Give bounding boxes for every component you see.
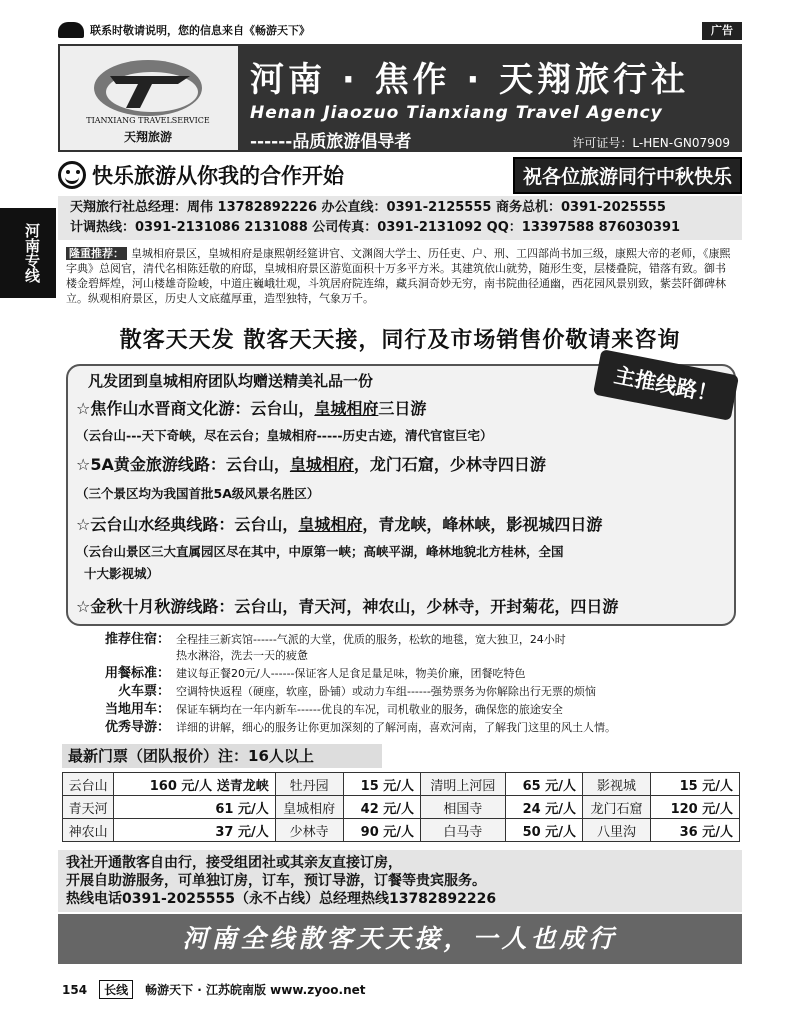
route-item: ☆5A黄金旅游线路：云台山，皇城相府，龙门石窟，少林寺四日游 (76, 455, 546, 474)
logo-cn: 天翔旅游 (123, 130, 172, 144)
recommend-block (58, 244, 742, 320)
section-label: 长线 (99, 980, 133, 999)
route-item: ☆金秋十月秋游线路：云台山，青天河，神农山，少林寺，开封菊花，四日游 (76, 597, 619, 616)
table-row: 青天河 61 元/人 皇城相府 42 元/人 相国寺 24 元/人 龙门石窟 120 元/人 (63, 796, 740, 819)
contact-line: 天翔旅行社总经理：周伟 13782892226 办公直线：0391-2125555 商务总机：0391-2025555 (70, 200, 666, 215)
source-note (58, 18, 742, 42)
price-table-title: 最新门票（团队报价）注：16人以上 (62, 744, 382, 768)
agency-tagline: ------品质旅游倡导者 (250, 132, 412, 152)
source-note-text: 联系时敬请说明，您的信息来自《畅游天下》 (90, 24, 310, 37)
service-row: 优秀导游： 详细的讲解，细心的服务让你更加深刻的了解河南，喜欢河南，了解我门这里的风土人情。 (104, 720, 616, 735)
route-note: （云台山---天下奇峡，尽在云台；皇城相府-----历史古迹，清代官宦巨宅） (76, 428, 493, 443)
price-table (62, 772, 740, 842)
contact-block (58, 196, 742, 240)
smiley-icon (58, 161, 86, 189)
route-note: 十大影视城） (84, 566, 160, 581)
table-row: 云台山 160 元/人 送青龙峡 牡丹园 15 元/人 清明上河园 65 元/人 影视城 15 元/人 (63, 773, 740, 796)
table-row: 神农山 37 元/人 少林寺 90 元/人 白马寺 50 元/人 八里沟 36 元/人 (63, 819, 740, 842)
magazine-name: 畅游天下 · 江苏皖南版 www.zyoo.net (145, 983, 366, 997)
page-number: 154 (62, 982, 88, 997)
ad-tag: 广告 (702, 22, 742, 40)
agency-title: 河南 · 焦作 · 天翔旅行社 (250, 60, 690, 100)
agency-logo (60, 46, 240, 150)
service-row: 用餐标准： 建议每正餐20元/人------保证客人足食足量足味，物美价廉，团餐吃特色 (104, 666, 526, 681)
featured-badge: 主推线路！ (593, 349, 739, 421)
agency-title-en: Henan Jiaozuo Tianxiang Travel Agency (250, 103, 663, 123)
wave-icon (58, 22, 84, 38)
side-tab: 河南专线 (0, 208, 56, 298)
slogan-left: 快乐旅游从你我的合作开始 (92, 164, 344, 188)
slogan-right: 祝各位旅游同行中秋快乐 (513, 157, 742, 194)
contact-line: 计调热线：0391-2131086 2131088 公司传真：0391-2131092 QQ：13397588 876030391 (70, 220, 681, 235)
footer-banner: 河南全线散客天天接，一人也成行 (58, 914, 742, 964)
route-item: ☆焦作山水晋商文化游：云台山，皇城相府三日游 (76, 399, 427, 418)
agency-header (58, 44, 742, 152)
route-note: （三个景区均为我国首批5A级风景名胜区） (76, 486, 320, 501)
service-row: 火车票： 空调特快返程（硬座，软座，卧铺）或动力车组------强势票务为你解除出行无票的烦恼 (117, 684, 596, 699)
agency-title-block (240, 46, 740, 150)
logo-en: TIANXIANG TRAVELSERVICE (86, 116, 210, 125)
routes-head: 凡发团到皇城相府团队均赠送精美礼品一份 (88, 372, 374, 390)
headline: 散客天天发 散客天天接，同行及市场销售价敬请来咨询 (119, 328, 681, 353)
promo-block: 我社开通散客自由行，接受组团社或其亲友直接订房， 开展自助游服务，可单独订房，订车，预订导游，订餐等贵宾服务。 热线电话0391-2025555（永不占线）总经理热线13782892226 (58, 850, 742, 912)
service-row: 推荐住宿： 全程挂三新宾馆------气派的大堂，优质的服务，松软的地毯，宽大独卫，24小时 热水淋浴，洗去一天的疲惫 (104, 632, 566, 662)
slogan-row (58, 158, 742, 192)
license-number: 许可证号：L-HEN-GN07909 (572, 136, 730, 150)
route-note: （云台山景区三大直属园区尽在其中，中原第一峡；高峡平湖，峰林地貌北方桂林，全国 (76, 544, 564, 559)
recommend-label: 隆重推荐： (66, 247, 127, 260)
page-footer (62, 980, 366, 999)
service-row: 当地用车： 保证车辆均在一年内新车------优良的车况，司机敬业的服务，确保您的旅途安全 (104, 702, 563, 717)
route-item: ☆云台山水经典线路：云台山，皇城相府，青龙峡，峰林峡，影视城四日游 (76, 515, 603, 534)
recommend-text: 皇城相府景区，皇城相府是康熙朝经筵讲官、文渊阁大学士、历任吏、户、刑、工四部尚书加三级，康熙大帝的老师，《康熙字典》总阅官，清代名相陈廷敬的府邸，皇城相府景区游览面积十万多平方米。其建筑依山就势，随形生变，层楼叠院，错落有致。御书楼金碧辉煌，河山楼雄奇险峻，中道庄巍峨壮观，斗筑居府院连绵，藏兵洞奇妙无穷，南书院曲径通幽，西花园风景别致，紫芸阡御碑林立。纵观相府景区，历史人文底蕴厚重，造型独特，气象万千。 (66, 247, 731, 305)
